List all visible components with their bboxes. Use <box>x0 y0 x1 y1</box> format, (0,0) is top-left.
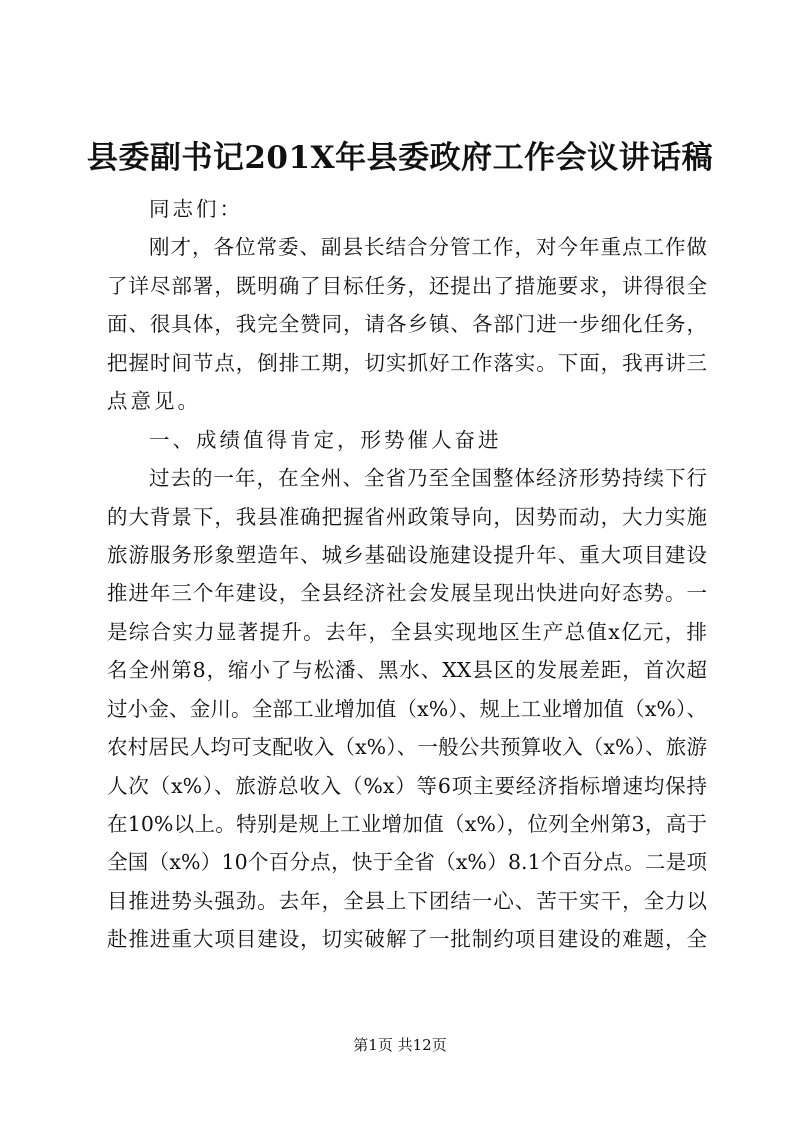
page-number-footer: 第1页 共12页 <box>353 1036 447 1054</box>
paragraph-line: 是综合实力显著提升。去年，全县实现地区生产总值x亿元，排 <box>107 619 707 644</box>
paragraph-line: 在10%以上。特别是规上工业增加值（x%），位列全州第3，高于 <box>107 812 707 836</box>
paragraph-line: 旅游服务形象塑造年、城乡基础设施建设提升年、重大项目建设 <box>107 542 707 567</box>
paragraph-line: 名全州第8，缩小了与松潘、黑水、XX县区的发展差距，首次超 <box>107 658 707 683</box>
document-body <box>107 190 707 959</box>
document-title: 县委副书记201X年县委政府工作会议讲话稿 <box>86 140 714 176</box>
paragraph-line: 赴推进重大项目建设，切实破解了一批制约项目建设的难题，全 <box>107 927 707 952</box>
salutation-line: 同志们： <box>149 197 243 221</box>
paragraph-line: 的大背景下，我县准确把握省州政策导向，因势而动，大力实施 <box>107 504 707 529</box>
paragraph-line: 农村居民人均可支配收入（x%）、一般公共预算收入（x%）、旅游 <box>107 735 707 760</box>
paragraph-line: 把握时间节点，倒排工期，切实抓好工作落实。下面，我再讲三 <box>107 350 707 375</box>
paragraph-line: 点意见。 <box>107 389 201 414</box>
paragraph-line: 人次（x%）、旅游总收入（%x）等6项主要经济指标增速均保持 <box>107 773 707 798</box>
paragraph-line: 面、很具体，我完全赞同，请各乡镇、各部门进一步细化任务， <box>107 312 707 337</box>
paragraph-line: 目推进势头强劲。去年，全县上下团结一心、苦干实干，全力以 <box>107 888 707 913</box>
paragraph-line: 了详尽部署，既明确了目标任务，还提出了措施要求，讲得很全 <box>107 273 707 298</box>
paragraph-line: 刚才，各位常委、副县长结合分管工作，对今年重点工作做 <box>149 235 707 260</box>
section-heading: 一、成绩值得肯定，形势催人奋进 <box>149 427 502 452</box>
paragraph-line: 过去的一年，在全州、全省乃至全国整体经济形势持续下行 <box>149 466 707 491</box>
paragraph-line: 全国（x%）10个百分点，快于全省（x%）8.1个百分点。二是项 <box>107 850 707 875</box>
paragraph-line: 推进年三个年建设，全县经济社会发展呈现出快进向好态势。一 <box>107 581 707 606</box>
paragraph-line: 过小金、金川。全部工业增加值（x%）、规上工业增加值（x%）、 <box>107 696 707 721</box>
